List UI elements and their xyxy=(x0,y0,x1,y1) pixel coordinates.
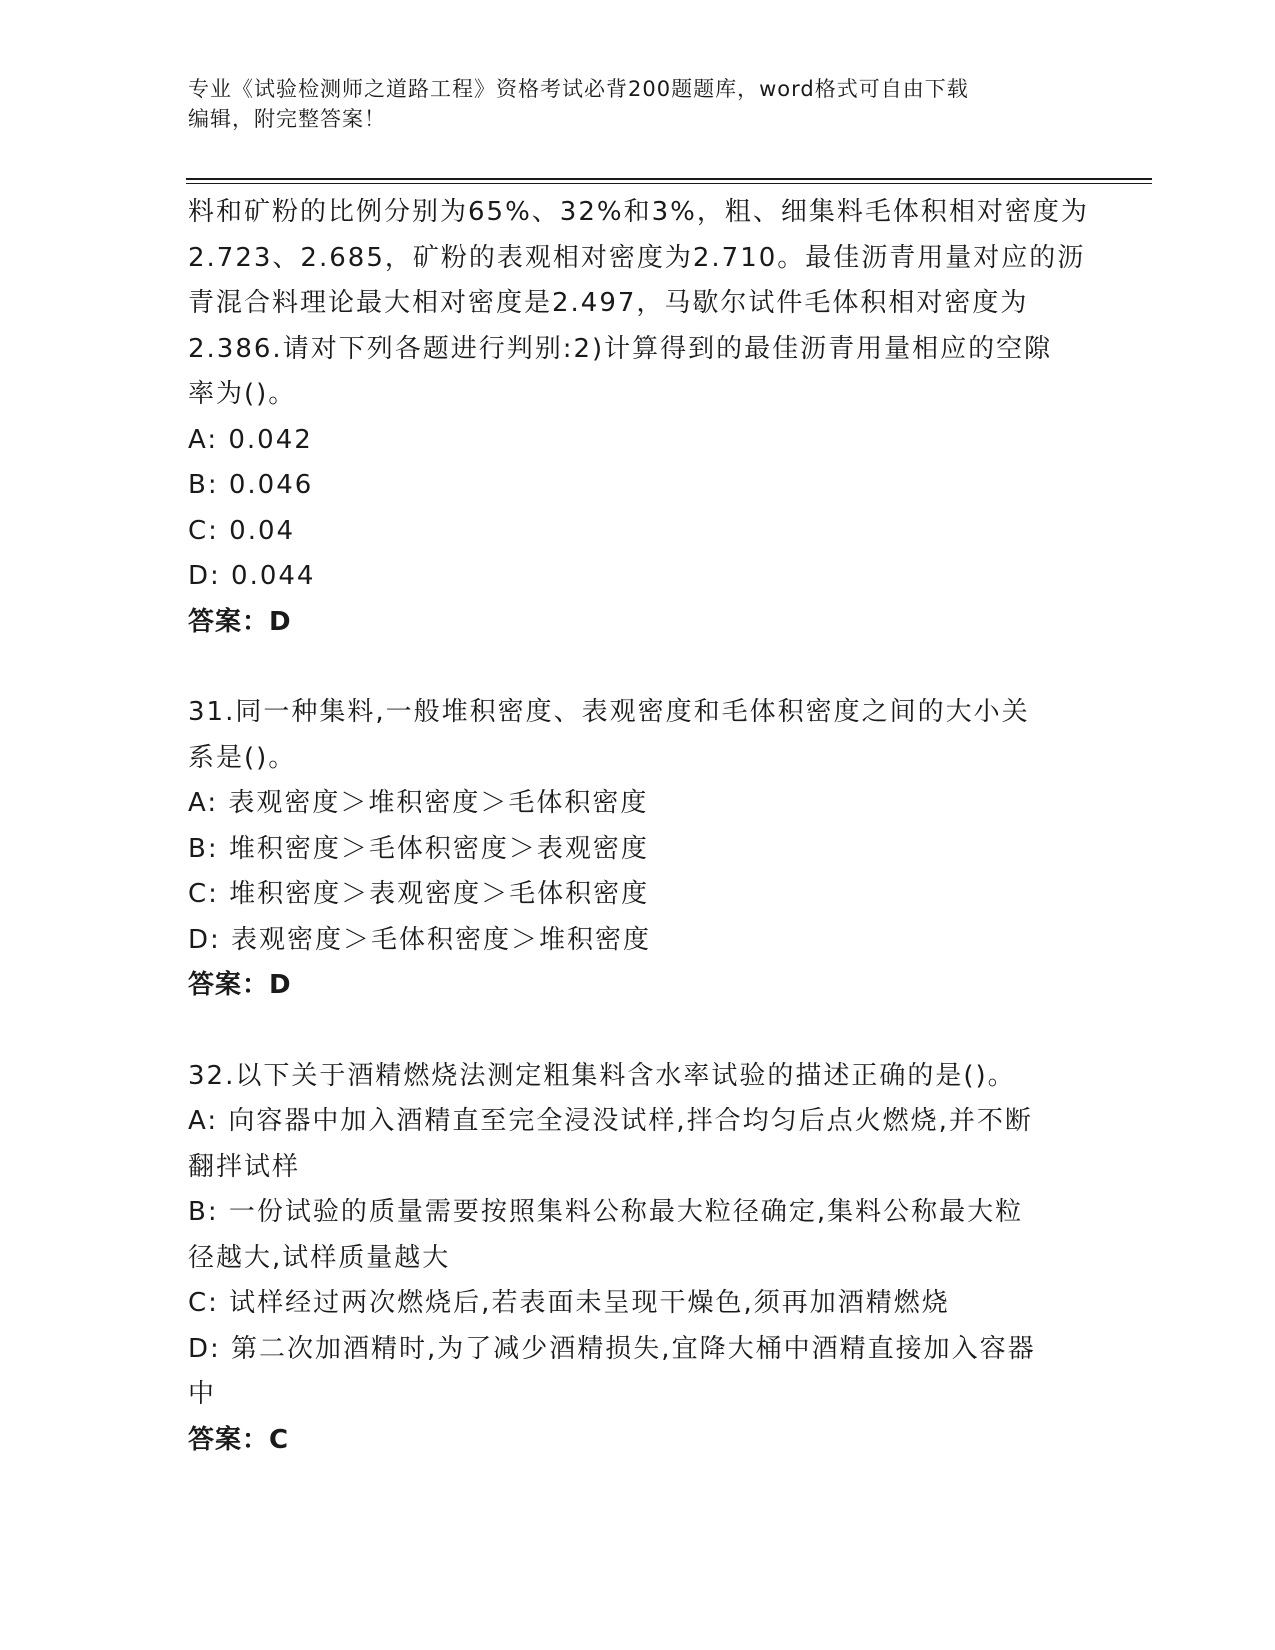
header-title-line-1: 专业《试验检测师之道路工程》资格考试必背200题题库，word格式可自由下载 xyxy=(188,77,969,101)
page-header xyxy=(188,74,1088,134)
question-spacer xyxy=(188,1009,1088,1054)
answer-label: 答案：C xyxy=(188,1424,290,1455)
question-stem-line: 率为()。 xyxy=(188,379,297,409)
option-d: D: 0.044 xyxy=(188,561,316,591)
question-stem-line: 2.723、2.685，矿粉的表观相对密度为2.710。最佳沥青用量对应的沥 xyxy=(188,242,1086,273)
option-b-continued: 径越大,试样质量越大 xyxy=(188,1242,451,1273)
option-a: A: 0.042 xyxy=(188,424,313,455)
question-stem-line: 31.同一种集料,一般堆积密度、表观密度和毛体积密度之间的大小关 xyxy=(188,697,1030,727)
option-a: A: 表观密度＞堆积密度＞毛体积密度 xyxy=(188,788,649,818)
option-c: C: 试样经过两次燃烧后,若表面未呈现干燥色,须再加酒精燃烧 xyxy=(188,1288,950,1318)
question-spacer xyxy=(188,645,1088,690)
question-stem-line: 青混合料理论最大相对密度是2.497，马歇尔试件毛体积相对密度为 xyxy=(188,288,1029,318)
option-c: C: 0.04 xyxy=(188,515,296,546)
question-32 xyxy=(188,1054,1088,1464)
option-b: B: 0.046 xyxy=(188,470,314,500)
option-d: D: 表观密度＞毛体积密度＞堆积密度 xyxy=(188,924,652,955)
question-stem-line: 2.386.请对下列各题进行判别:2)计算得到的最佳沥青用量相应的空隙 xyxy=(188,333,1053,364)
question-stem-line: 料和矿粉的比例分别为65%、32%和3%，粗、细集料毛体积相对密度为 xyxy=(188,197,1089,227)
option-b: B: 堆积密度＞毛体积密度＞表观密度 xyxy=(188,833,649,864)
option-a: A: 向容器中加入酒精直至完全浸没试样,拌合均匀后点火燃烧,并不断 xyxy=(188,1106,1033,1136)
question-body xyxy=(188,190,1088,1463)
option-b: B: 一份试验的质量需要按照集料公称最大粒径确定,集料公称最大粒 xyxy=(188,1197,1024,1227)
question-stem-line: 系是()。 xyxy=(188,742,297,773)
question-30 xyxy=(188,190,1088,645)
question-31 xyxy=(188,690,1088,1009)
header-title-line-2: 编辑，附完整答案！ xyxy=(188,107,386,131)
question-stem-line: 32.以下关于酒精燃烧法测定粗集料含水率试验的描述正确的是()。 xyxy=(188,1060,1016,1091)
answer-label: 答案：D xyxy=(188,606,292,637)
option-c: C: 堆积密度＞表观密度＞毛体积密度 xyxy=(188,879,650,909)
option-d: D: 第二次加酒精时,为了减少酒精损失,宜降大桶中酒精直接加入容器 xyxy=(188,1333,1036,1364)
option-a-continued: 翻拌试样 xyxy=(188,1151,301,1182)
header-divider-thin xyxy=(186,183,1152,184)
option-d-continued: 中 xyxy=(188,1379,217,1409)
header-divider-thick xyxy=(186,178,1152,180)
answer-label: 答案：D xyxy=(188,970,292,1000)
